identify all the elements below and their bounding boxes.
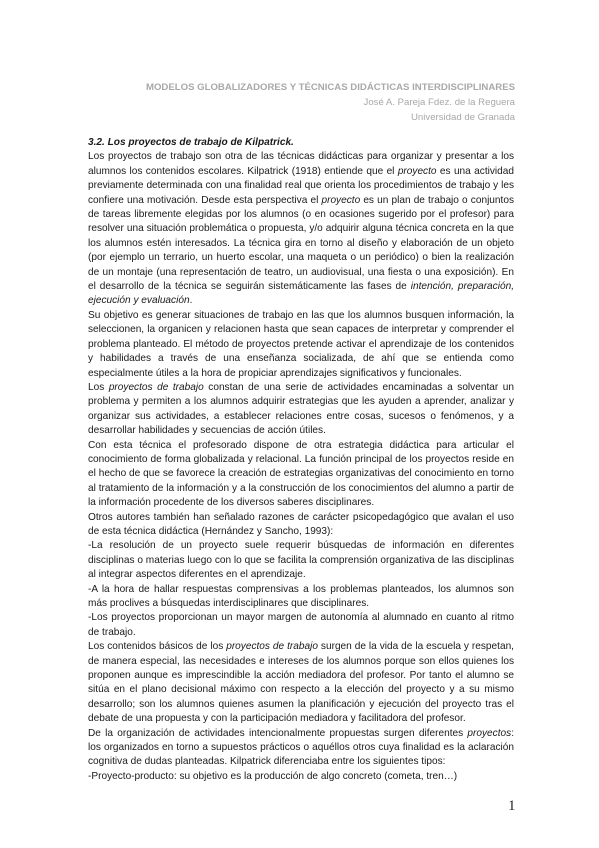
italic-term: proyectos de trabajo xyxy=(108,381,204,393)
list-item-4: -Proyecto-producto: su objetivo es la producción de algo concreto (cometa, tren…) xyxy=(88,770,458,782)
list-item-3: -Los proyectos proporcionan un mayor margen de autonomía al alumnado en cuanto al ritmo de trabajo. xyxy=(88,612,514,638)
paragraph-5: Otros autores también han señalado razones de carácter psicopedagógico que avalan el uso de esta técnica didáctica (Hernández y Sancho, 1993): xyxy=(88,511,514,537)
text-span: Los proyectos de trabajo son otra de las técnicas didácticas para organizar y presentar a los alumnos los contenidos escolares. Kilpatrick (1918) entiende que el xyxy=(88,151,514,177)
list-item-2: -A la hora de hallar respuestas comprensivas a los problemas planteados, los alumnos son más proclives a búsquedas interdisciplinares que disciplinares. xyxy=(88,583,514,609)
paragraph-1 xyxy=(88,150,514,308)
italic-term: proyectos xyxy=(467,727,512,739)
header-title: MODELOS GLOBALIZADORES Y TÉCNICAS DIDÁCTICAS INTERDISCIPLINARES xyxy=(145,82,515,93)
page-number: 1 xyxy=(508,798,516,814)
paragraph-3 xyxy=(88,381,514,439)
text-span: : los organizados en torno a supuestos prácticos o aquéllos otros cuya finalidad es la aclaración cognitiva de dudas planteadas. Kilpatrick diferenciaba entre los siguientes tipos: xyxy=(88,727,514,768)
paragraph-2: Su objetivo es generar situaciones de trabajo en las que los alumnos busquen información, la seleccionen, la organicen y relacionen hasta que sean capaces de interpretar y comprender el problema planteado. El método de proyectos pretende activar el aprendizaje de los contenidos y habilidades a través de una enseñanza socializada, de ahí que se entienda como especialmente útiles a la hora de propiciar aprendizajes significativos y funcionales. xyxy=(88,309,514,379)
text-span: constan de una serie de actividades encaminadas a solventar un problema y permiten a los alumnos adquirir estrategias que les ayuden a aprender, analizar y organizar sus actividades, a establecer relaciones entre cosas, sucesos o fenómenos, y a desarrollar habilidades y secuencias de acción útiles. xyxy=(88,381,514,437)
italic-term: intención, preparación, ejecución y evaluación xyxy=(88,281,514,307)
text-span: Los xyxy=(88,381,109,393)
text-span: surgen de la vida de la escuela y respetan, de manera especial, las necesidades e intereses de los alumnos porque son ellos quienes los proponen aunque es imprescindible la acción mediadora del profesor. Por tanto el alumno se sitúa en el plano decisional máximo con respecto a la elección del proyecto y a su mismo desarrollo; son los alumnos quienes asumen la planificación y ejecución del proyecto tras el debate de una propuesta y con la participación mediadora y facilitadora del profesor. xyxy=(88,641,514,725)
italic-term: proyecto xyxy=(397,165,437,177)
text-span: es un plan de trabajo o conjuntos de tareas libremente elegidas por los alumnos (o en ocasiones sugerido por el profesor) para resolver una situación problemática o propuesta, y/o adquirir alguna técnica concreta en la que los alumnos estén interesados. La técnica gira en torno al diseño y elaboración de un objeto (por ejemplo un terrario, un huerto escolar, una maqueta o un periódico) o bien la realización de un montaje (una representación de teatro, un audiovisual, una fiesta o una exposición). En el desarrollo de la técnica se seguirán sistemáticamente las fases de xyxy=(88,194,514,293)
section-title: 3.2. Los proyectos de trabajo de Kilpatrick. xyxy=(88,137,294,148)
page-header xyxy=(146,80,515,125)
document-body xyxy=(88,136,514,784)
paragraph-9 xyxy=(88,640,514,726)
paragraph-4: Con esta técnica el profesorado dispone de otra estrategia didáctica para articular el conocimiento de forma globalizada y relacional. La función principal de los proyectos reside en el hecho de que se favorece la creación de estrategias organizativas del conocimiento en torno al tratamiento de la información y a la construcción de los conocimientos del alumno a partir de la información procedente de los diversos saberes disciplinares. xyxy=(88,439,514,509)
text-span: . xyxy=(189,295,193,307)
text-span: De la organización de actividades intencionalmente propuestas surgen diferentes xyxy=(88,727,468,739)
text-span: es una actividad previamente determinada con una finalidad real que orienta los procedimientos de trabajo y les confiere una motivación. Desde esta perspectiva el xyxy=(88,165,514,206)
text-span: Los contenidos básicos de los xyxy=(88,641,227,653)
paragraph-10 xyxy=(88,727,514,770)
header-institution: Universidad de Granada xyxy=(411,112,515,123)
list-item-1: -La resolución de un proyecto suele requerir búsquedas de información en diferentes disciplinas o materias luego con lo que se facilita la comprensión organizativa de las disciplinas al integrar aspectos diferentes en el aprendizaje. xyxy=(88,540,514,581)
italic-term: proyectos de trabajo xyxy=(226,641,318,653)
header-author: José A. Pareja Fdez. de la Reguera xyxy=(363,97,515,108)
italic-term: proyecto xyxy=(321,194,361,206)
